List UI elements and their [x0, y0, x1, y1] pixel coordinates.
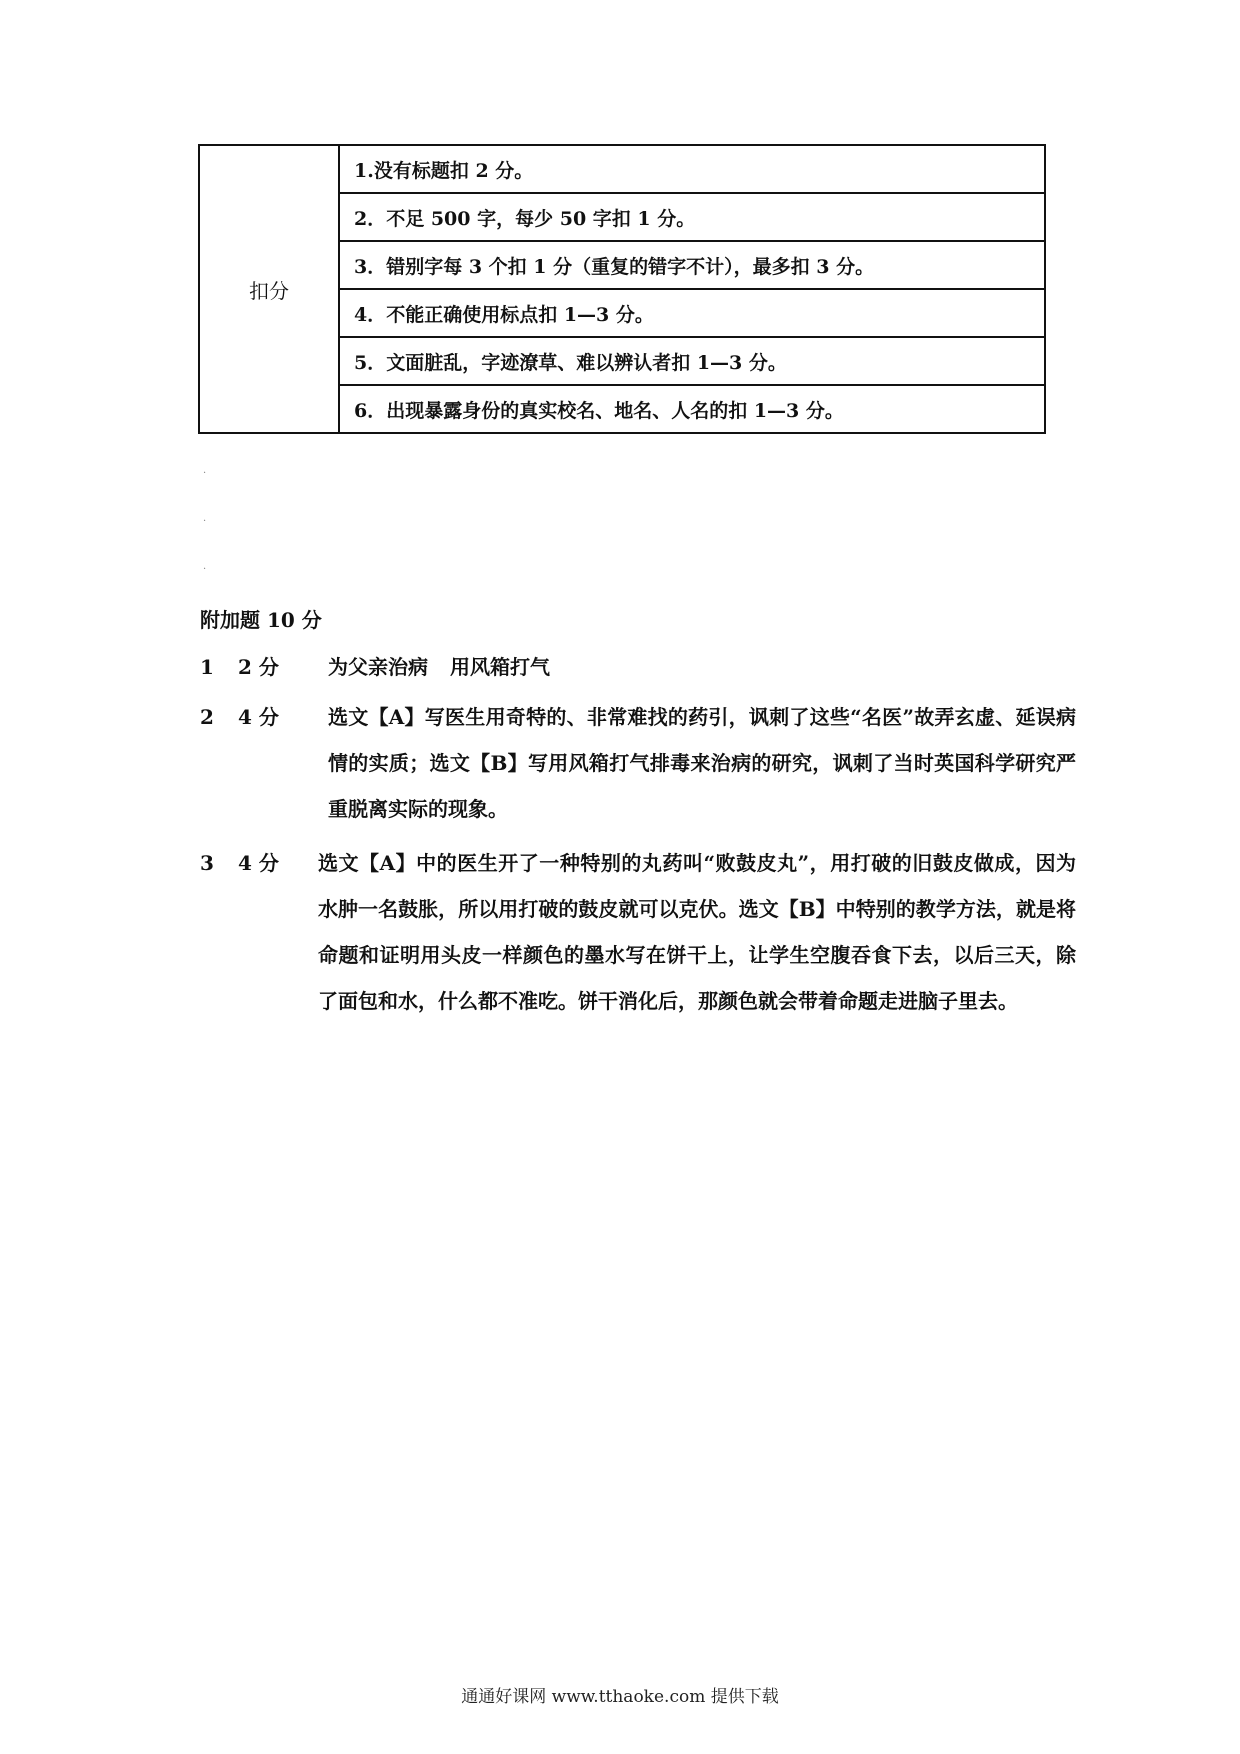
decorative-dot: · — [203, 516, 207, 527]
question-score: 4 分 — [238, 705, 279, 729]
question-score: 2 分 — [238, 655, 279, 679]
question-number: 2 — [200, 705, 214, 729]
decorative-dot: · — [203, 468, 207, 479]
question-answer — [328, 644, 1104, 690]
question-2 — [200, 694, 1080, 834]
decorative-dot: · — [203, 564, 207, 575]
answer-part: 用风箱打气 — [450, 655, 550, 679]
deduction-table — [198, 144, 1046, 434]
question-3 — [200, 840, 1080, 1080]
deduction-item: 1.没有标题扣 2 分。 — [339, 145, 1045, 193]
question-answer: 选文【A】中的医生开了一种特别的丸药叫“败鼓皮丸”，用打破的旧鼓皮做成，因为水肿一名鼓胀，所以用打破的鼓皮就可以克伏。选文【B】中特别的教学方法，就是将命题和证明用头皮一样颜色的墨水写在饼干上，让学生空腹吞食下去，以后三天，除了面包和水，什么都不准吃。饼干消化后，那颜色就会带着命题走进脑子里去。 — [318, 851, 1076, 1013]
deduction-item: 3．错别字每 3 个扣 1 分（重复的错字不计），最多扣 3 分。 — [339, 241, 1045, 289]
deduction-item: 5．文面脏乱，字迹潦草、难以辨认者扣 1—3 分。 — [339, 337, 1045, 385]
deduction-item: 6．出现暴露身份的真实校名、地名、人名的扣 1—3 分。 — [339, 385, 1045, 433]
question-number: 1 — [200, 655, 214, 679]
question-number: 3 — [200, 851, 214, 875]
question-1 — [200, 644, 1080, 690]
deduction-item: 2．不足 500 字，每少 50 字扣 1 分。 — [339, 193, 1045, 241]
deduction-row — [199, 145, 1045, 193]
question-score: 4 分 — [238, 851, 279, 875]
deduction-label: 扣分 — [199, 145, 339, 433]
extra-section-title: 附加题 10 分 — [200, 608, 322, 632]
footer: 通通好课网 www.tthaoke.com 提供下载 — [461, 1687, 779, 1707]
question-answer: 选文【A】写医生用奇特的、非常难找的药引，讽刺了这些“名医”故弄玄虚、延误病情的实质；选文【B】写用风箱打气排毒来治病的研究，讽刺了当时英国科学研究严重脱离实际的现象。 — [328, 705, 1076, 821]
deduction-item: 4．不能正确使用标点扣 1—3 分。 — [339, 289, 1045, 337]
answer-part: 为父亲治病 — [328, 655, 428, 679]
